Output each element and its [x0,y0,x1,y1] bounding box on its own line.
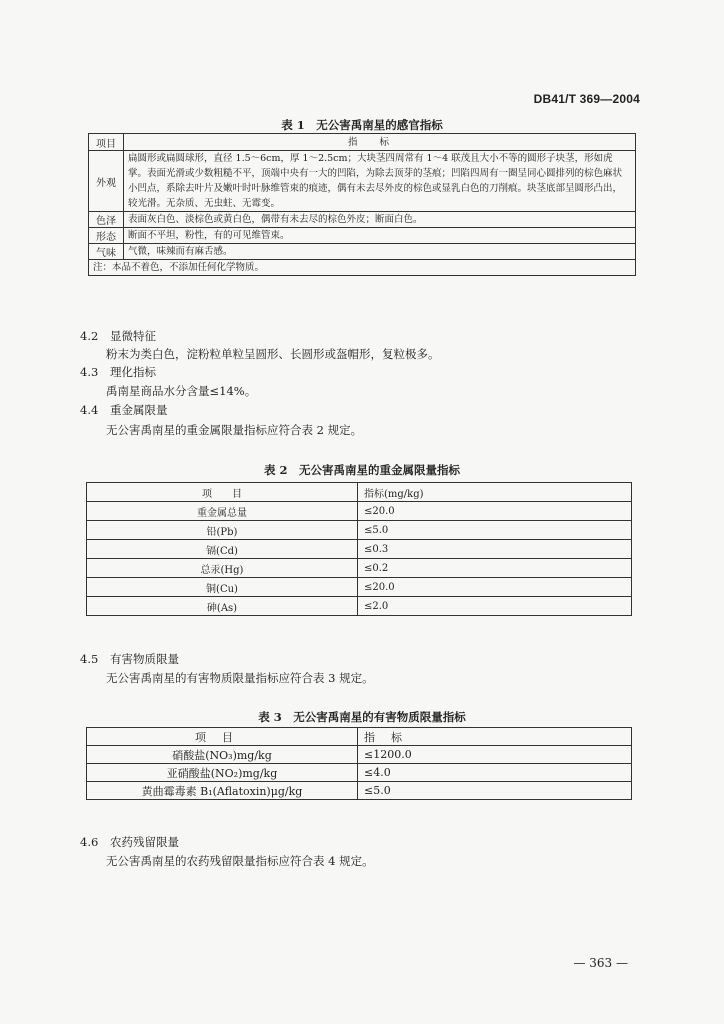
table3-harmful-substance-limits [86,727,632,800]
row-item: 铅(Pb) [87,521,358,540]
table-header-row [89,134,636,151]
section-number: 4.3 [80,365,99,379]
section-title: 重金属限量 [110,403,168,417]
table-row [89,228,636,244]
table-header-row [87,728,632,746]
section-title: 理化指标 [110,365,156,379]
row-item: 亚硝酸盐(NO₂)mg/kg [87,764,358,782]
section-number: 4.6 [80,835,99,849]
row-value: ≤20.0 [358,578,632,597]
row-item: 形态 [89,228,124,244]
row-item: 总汞(Hg) [87,559,358,578]
row-item: 黄曲霉毒素 B₁(Aflatoxin)μg/kg [87,782,358,800]
table-note-row [89,260,636,276]
section-4-5-heading [80,651,179,667]
document-code: DB41/T 369—2004 [533,92,640,106]
table-row [89,244,636,260]
section-number: 4.2 [80,329,99,343]
table2-heavy-metal-limits [86,482,632,616]
header-index: 指标(mg/kg) [358,483,632,502]
header-item: 项目 [89,134,124,151]
table-row [87,746,632,764]
table-row [87,578,632,597]
section-4-5-body: 无公害禹南星的有害物质限量指标应符合表 3 规定。 [106,671,374,685]
section-title: 农药残留限量 [110,835,179,849]
row-item: 重金属总量 [87,502,358,521]
header-index: 指标 [358,728,632,746]
row-value: ≤5.0 [358,521,632,540]
row-item: 硝酸盐(NO₃)mg/kg [87,746,358,764]
section-4-4-body: 无公害禹南星的重金属限量指标应符合表 2 规定。 [106,423,363,437]
row-text: 表面灰白色、淡棕色或黄白色，偶带有未去尽的棕色外皮；断面白色。 [124,212,636,228]
table-row [89,151,636,212]
section-4-2-body: 粉末为类白色，淀粉粒单粒呈圆形、长圆形或盔帽形，复粒极多。 [106,347,440,361]
table3-caption: 表 3 无公害禹南星的有害物质限量指标 [258,710,466,724]
section-4-6-body: 无公害禹南星的农药残留限量指标应符合表 4 规定。 [106,854,374,868]
section-title: 显微特征 [110,329,156,343]
table-row [87,559,632,578]
row-value: ≤0.3 [358,540,632,559]
table-row [87,521,632,540]
row-text: 断面不平坦，粉性，有的可见维管束。 [124,228,636,244]
header-index: 指标 [124,134,636,151]
section-number: 4.5 [80,652,99,666]
row-item: 外观 [89,151,124,212]
table-note: 注：本品不着色，不添加任何化学物质。 [89,260,636,276]
row-value: ≤2.0 [358,597,632,616]
table1-sensory-indicators [88,133,636,276]
row-item: 铜(Cu) [87,578,358,597]
section-4-4-heading [80,402,168,418]
table2-caption: 表 2 无公害禹南星的重金属限量指标 [263,463,460,477]
row-value: ≤1200.0 [358,746,632,764]
row-item: 气味 [89,244,124,260]
section-4-6-heading [80,834,179,850]
row-value: ≤5.0 [358,782,632,800]
table-row [87,782,632,800]
table-row [87,540,632,559]
row-item: 镉(Cd) [87,540,358,559]
row-item: 色泽 [89,212,124,228]
section-4-3-heading [80,364,156,380]
table-row [87,502,632,521]
row-value: ≤0.2 [358,559,632,578]
section-number: 4.4 [80,403,99,417]
header-item: 项目 [87,728,358,746]
row-value: ≤4.0 [358,764,632,782]
row-text: 气微，味辣而有麻舌感。 [124,244,636,260]
header-item: 项 目 [87,483,358,502]
row-text: 扁圆形或扁圆球形，直径 1.5～6cm，厚 1～2.5cm；大块茎四周常有 1～4 联茂且大小不等的圆形子块茎，形如虎掌。表面光滑或少数粗糙不平，顶端中央有一大的凹陷，为除去顶芽的茎痕；凹陷四周有一圈呈同心圆排列的棕色麻状小凹点，系除去叶片及嫩叶时叶脉维管束的痕迹，偶有未去尽外皮的棕色或显乳白色的刀削痕。块茎底部呈圆形凸出，较光滑。无杂质、无虫蛀、无霉变。 [124,151,636,212]
table-header-row [87,483,632,502]
section-title: 有害物质限量 [110,652,179,666]
row-value: ≤20.0 [358,502,632,521]
table1-caption: 表 1 无公害禹南星的感官指标 [281,118,443,132]
row-item: 砷(As) [87,597,358,616]
table-row [89,212,636,228]
section-4-3-body: 禹南星商品水分含量≤14%。 [106,384,257,398]
page-number: — 363 — [573,956,628,970]
section-4-2-heading [80,328,156,344]
table-row [87,597,632,616]
table-row [87,764,632,782]
